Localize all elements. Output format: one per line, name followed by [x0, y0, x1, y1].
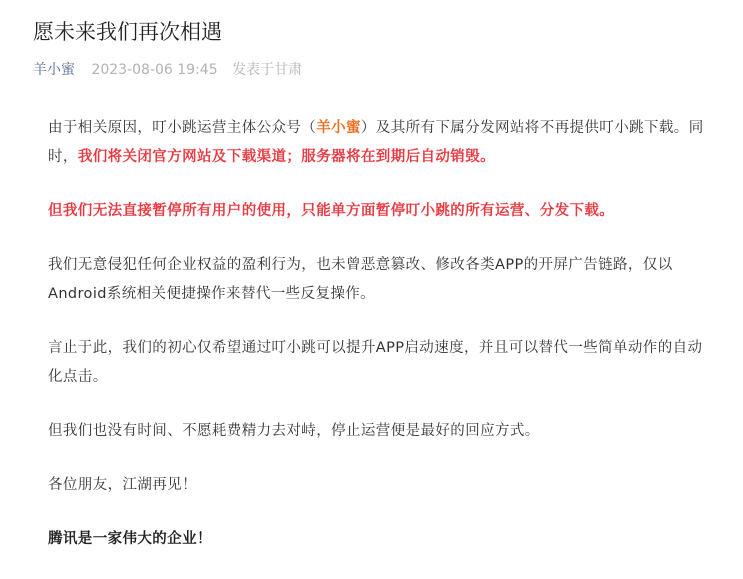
paragraph-1-text-a: 由于相关原因，叮小跳运营主体公众号（: [48, 120, 317, 136]
paragraph-6: 各位朋友，江湖再见！: [48, 477, 197, 493]
highlight-account-name: 羊小蜜: [316, 120, 361, 136]
publish-location: 发表于甘肃: [232, 62, 303, 78]
paragraph-7: 腾讯是一家伟大的企业！: [48, 531, 212, 547]
paragraph-5: 但我们也没有时间、不愿耗费精力去对峙，停止运营便是最好的回应方式。: [48, 423, 540, 439]
article-title: 愿未来我们再次相遇: [33, 20, 222, 44]
paragraph-2-notice: 但我们无法直接暂停所有用户的使用，只能单方面暂停叮小跳的所有运营、分发下载。: [48, 203, 615, 219]
article-content: [48, 114, 708, 579]
paragraph-1: [48, 114, 708, 172]
paragraph-3: 我们无意侵犯任何企业权益的盈利行为，也未曾恶意篡改、修改各类APP的开屏广告链路，仅以Android系统相关便捷操作来替代一些反复操作。: [48, 257, 673, 302]
article-meta: [33, 60, 302, 80]
paragraph-4: 言止于此，我们的初心仅希望通过叮小跳可以提升APP启动速度，并且可以替代一些简单动作的自动化点击。: [48, 340, 703, 385]
publish-time: 2023-08-06 19:45: [91, 62, 218, 78]
paragraph-1-text-c: ）及其所有下属分发网站将不再提供叮小跳下载。同时，: [48, 120, 704, 165]
highlight-shutdown-notice: 我们将关闭官方网站及下载渠道；服务器将在到期后自动销毁。: [77, 149, 496, 165]
author-link[interactable]: 羊小蜜: [33, 62, 75, 78]
